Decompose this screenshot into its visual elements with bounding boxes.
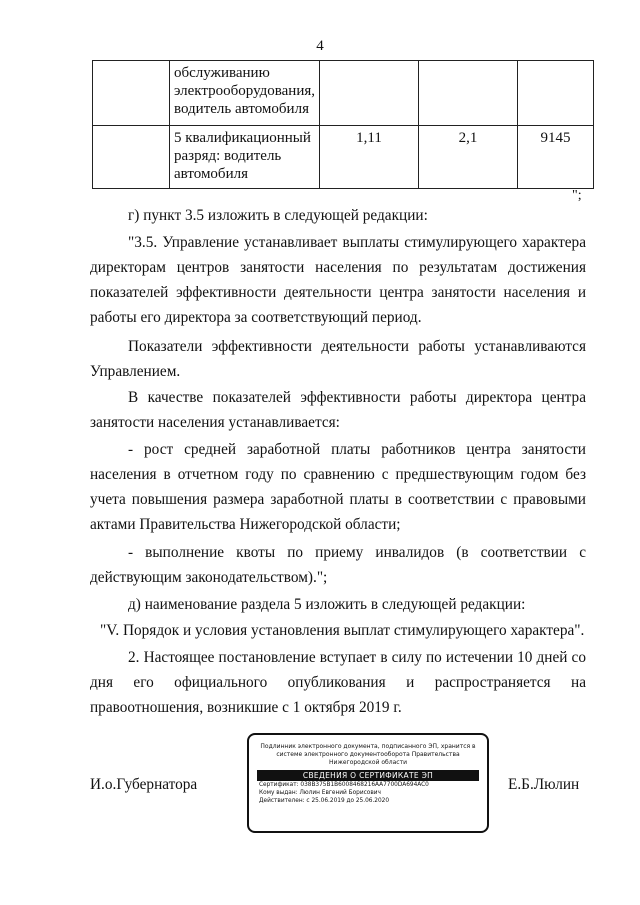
paragraph-item-d: д) наименование раздела 5 изложить в следующей редакции: xyxy=(128,596,526,613)
electronic-signature-stamp xyxy=(247,733,489,833)
paragraph-indicators: Показатели эффективности деятельности работы устанавливаются Управлением. xyxy=(90,338,586,380)
table-cell-v1 xyxy=(320,61,419,126)
signature-name: Е.Б.Люлин xyxy=(508,776,580,793)
paragraph-section-title: "V. Порядок и условия установления выплат стимулирующего характера". xyxy=(100,622,585,639)
table-row xyxy=(93,61,594,126)
paragraph-quota: - выполнение квоты по приему инвалидов (в соответствии с действующим законодательством)."; xyxy=(90,544,586,586)
page-number: 4 xyxy=(316,38,324,54)
table-closing-quote: "; xyxy=(572,188,582,203)
table-cell-v2 xyxy=(419,61,518,126)
table-cell-v2: 2,1 xyxy=(419,126,518,189)
table-cell-v1: 1,11 xyxy=(320,126,419,189)
paragraph-effective-date: 2. Настоящее постановление вступает в силу по истечении 10 дней со дня его официального опубликования и распространяется на правоотношения, возникшие с 1 октября 2019 г. xyxy=(90,649,586,716)
stamp-title: СВЕДЕНИЯ О СЕРТИФИКАТЕ ЭП xyxy=(257,770,479,781)
table-cell-empty xyxy=(93,126,170,189)
paragraph-director-indicators: В качестве показателей эффективности работы директора центра занятости населения устанавливается: xyxy=(90,389,586,431)
table-cell-name: обслуживанию электрооборудования, водитель автомобиля xyxy=(170,61,320,126)
stamp-issued-to: Кому выдан: Люлин Евгений Борисович xyxy=(259,790,381,796)
table-cell-empty xyxy=(93,61,170,126)
table-cell-v3: 9145 xyxy=(518,126,594,189)
paragraph-item-g: г) пункт 3.5 изложить в следующей редакции: xyxy=(128,207,428,224)
table-cell-v3 xyxy=(518,61,594,126)
stamp-validity: Действителен: с 25.06.2019 до 25.06.2020 xyxy=(259,798,390,804)
paragraph-3-5: "3.5. Управление устанавливает выплаты стимулирующего характера директорам центров занятости населения по результатам достижения показателей эффективности деятельности центра занятости населения и работы его директора за соответствующий период. xyxy=(90,234,586,326)
stamp-header: Подлинник электронного документа, подписанного ЭП, хранится в системе электронного документооборота Правительства Нижегородской области xyxy=(260,743,476,766)
table-cell-name: 5 квалификационный разряд: водитель автомобиля xyxy=(170,126,320,189)
stamp-certificate: Сертификат: 038B375B1B6008468216AA7700DA694AC0 xyxy=(259,782,429,788)
signature-position: И.о.Губернатора xyxy=(90,776,198,793)
data-table xyxy=(92,60,594,189)
paragraph-salary-growth: - рост средней заработной платы работников центра занятости населения в отчетном году по сравнению с предшествующим годом без учета повышения размера заработной платы в соответствии с правовыми актами Правительства Нижегородской области; xyxy=(90,441,586,533)
table-row xyxy=(93,126,594,189)
